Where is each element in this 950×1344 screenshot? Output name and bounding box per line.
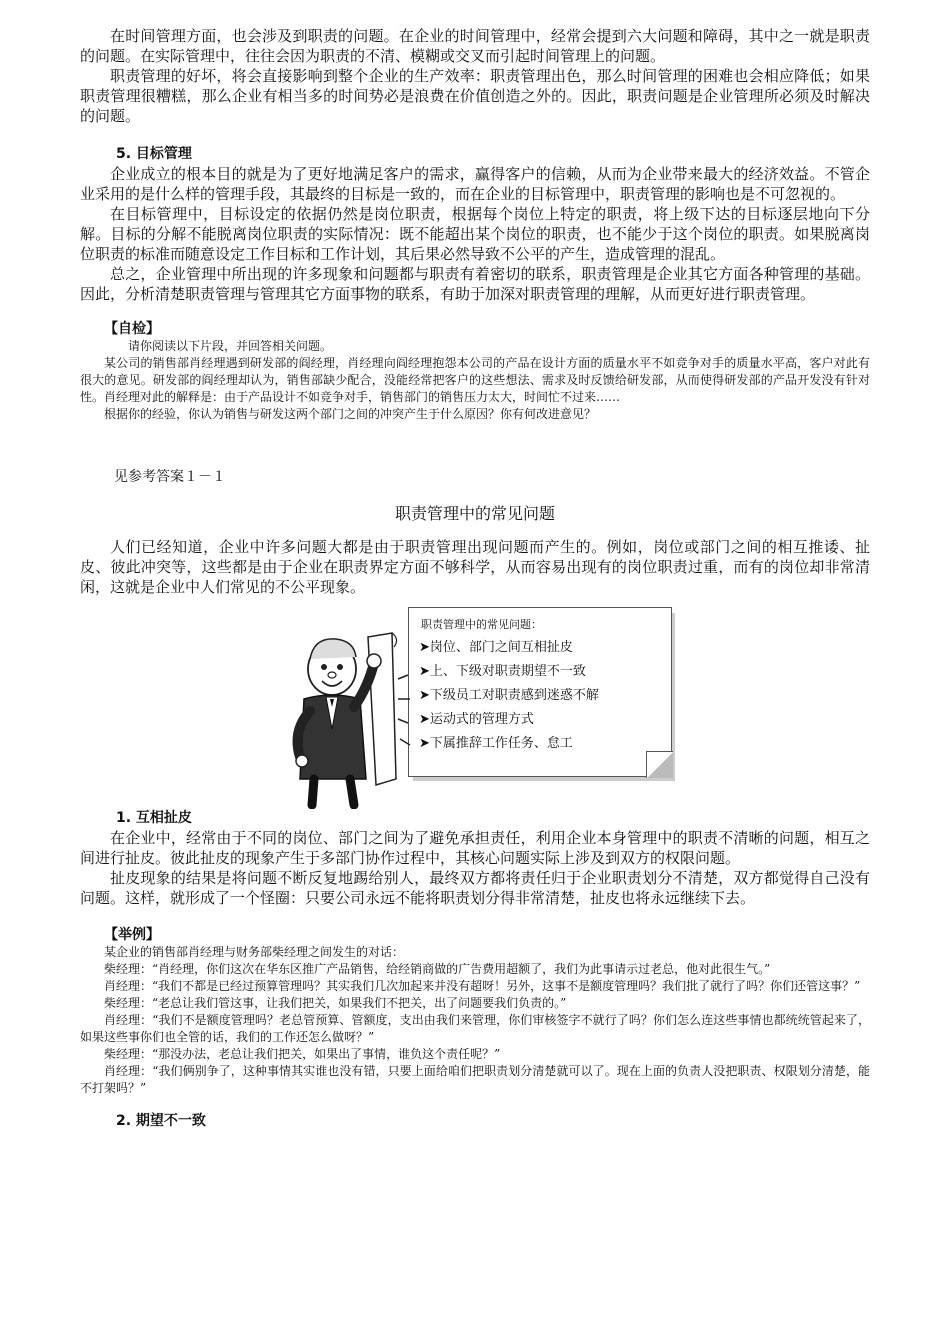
chapter-title: 职责管理中的常见问题 bbox=[394, 504, 555, 523]
page-curl bbox=[646, 751, 673, 778]
notepad-item: ➤下属推辞工作任务、怠工 bbox=[419, 736, 573, 751]
dialogue-line: 肖经理：“我们不都是已经过预算管理吗？其实我们几次加起来并没有超呀！另外，这事不是额度管理吗？我们批了就行了吗？你们还管这事？” bbox=[104, 979, 861, 993]
dialogue-line: 柴经理：“老总让我们管这事，让我们把关，如果我们不把关，出了问题要我们负责的。” bbox=[104, 996, 567, 1010]
notepad-panel bbox=[408, 607, 672, 777]
notepad-item: ➤下级员工对职责感到迷惑不解 bbox=[419, 688, 599, 703]
selfcheck-intro: 请你阅读以下片段，并回答相关问题。 bbox=[128, 339, 333, 353]
dialogue-line: 柴经理：“那没办法，老总让我们把关，如果出了事情，谁负这个责任呢？” bbox=[104, 1047, 501, 1061]
paragraph: 扯皮现象的结果是将问题不断反复地踢给别人，最终双方都将责任归于企业职责划分不清楚，双方都觉得自己没有问题。这样，就形成了一个怪圈：只要公司永远不能将职责划分得非常清楚，扯皮也将永远继续下去。 bbox=[80, 869, 870, 907]
paragraph: 职责管理的好坏，将会直接影响到整个企业的生产效率：职责管理出色，那么时间管理的困难也会相应降低；如果职责管理很糟糕，那么企业有相当多的时间势必是浪费在价值创造之外的。因此，职责问题是企业管理所必须及时解决的问题。 bbox=[80, 67, 870, 125]
section-heading: 2. 期望不一致 bbox=[116, 1113, 206, 1129]
paragraph: 在目标管理中，目标设定的依据仍然是岗位职责，根据每个岗位上特定的职责，将上级下达的目标逐层地向下分解。目标的分解不能脱离岗位职责的实际情况：既不能超出某个岗位的职责，也不能少于这个岗位的职责。如果脱离岗位职责的标准而随意设定工作目标和工作计划，其后果必然导致不公平的产生，造成管理的混乱。 bbox=[80, 205, 870, 263]
dialogue-line: 肖经理：“我们俩别争了，这种事情其实谁也没有错，只要上面给咱们把职责划分清楚就可以了。现在上面的负责人没把职责、权限划分清楚，能不打架吗？” bbox=[80, 1064, 870, 1095]
illustration-figure bbox=[80, 603, 870, 808]
notepad-item: ➤运动式的管理方式 bbox=[419, 712, 534, 727]
paragraph: 总之，企业管理中所出现的许多现象和问题都与职责有着密切的联系，职责管理是企业其它方面各种管理的基础。因此，分析清楚职责管理与管理其它方面事物的联系，有助于加深对职责管理的理解，从而更好进行职责管理。 bbox=[80, 265, 870, 303]
paragraph: 企业成立的根本目的就是为了更好地满足客户的需求，赢得客户的信赖，从而为企业带来最大的经济效益。不管企业采用的是什么样的管理手段，其最终的目标是一致的，而在企业的目标管理中，职责管理的影响也是不可忽视的。 bbox=[80, 165, 870, 203]
notepad-item: ➤上、下级对职责期望不一致 bbox=[419, 664, 586, 679]
paragraph: 人们已经知道，企业中许多问题大都是由于职责管理出现问题而产生的。例如，岗位或部门之间的相互推诿、扯皮、彼此冲突等，这些都是由于企业在职责界定方面不够科学，从而容易出现有的岗位职责过重，而有的岗位却非常清闲，这就是企业中人们常见的不公平现象。 bbox=[80, 538, 870, 596]
example-heading: 【举例】 bbox=[104, 927, 160, 943]
selfcheck-heading: 【自检】 bbox=[104, 321, 160, 337]
selfcheck-question: 根据你的经验，你认为销售与研发这两个部门之间的冲突产生于什么原因？你有何改进意见？ bbox=[104, 407, 597, 421]
section-heading: 1. 互相扯皮 bbox=[116, 810, 192, 826]
presenter-cartoon-icon bbox=[280, 629, 420, 809]
paragraph: 在时间管理方面，也会涉及到职责的问题。在企业的时间管理中，经常会提到六大问题和障碍，其中之一就是职责的问题。在实际管理中，往往会因为职责的不清、模糊或交叉而引起时间管理上的问题。 bbox=[80, 27, 870, 65]
example-intro: 某企业的销售部肖经理与财务部柴经理之间发生的对话： bbox=[104, 945, 405, 959]
selfcheck-story: 某公司的销售部肖经理遇到研发部的阎经理，肖经理向阎经理抱怨本公司的产品在设计方面的质量水平不如竞争对手的质量水平高，客户对此有很大的意见。研发部的阎经理却认为，销售部缺少配合，没能经常把客户的这些想法、需求及时反馈给研发部，从而使得研发部的产品开发没有针对性。肖经理对此的解释是：由于产品设计不如竞争对手，销售部门的销售压力太大，时间忙不过来…… bbox=[80, 356, 870, 404]
section-heading: 5. 目标管理 bbox=[116, 146, 192, 162]
notepad-title: 职责管理中的常见问题： bbox=[421, 618, 542, 631]
paragraph: 在企业中，经常由于不同的岗位、部门之间为了避免承担责任，利用企业本身管理中的职责不清晰的问题，相互之间进行扯皮。彼此扯皮的现象产生于多部门协作过程中，其核心问题实际上涉及到双方的权限问题。 bbox=[80, 829, 870, 867]
dialogue-line: 肖经理：“我们不是额度管理吗？老总管预算、管额度，支出由我们来管理，你们审核签字不就行了吗？你们怎么连这些事情也都统统管起来了，如果这些事你们也全管的话，我们的工作还怎么做呀？” bbox=[80, 1013, 870, 1044]
notepad-item: ➤岗位、部门之间互相扯皮 bbox=[419, 640, 573, 655]
document-page bbox=[80, 26, 870, 1131]
dialogue-line: 柴经理：“肖经理，你们这次在华东区推广产品销售，给经销商做的广告费用超额了，我们为此事请示过老总，他对此很生气。” bbox=[104, 962, 771, 976]
answer-reference: 见参考答案１－１ bbox=[114, 469, 226, 485]
